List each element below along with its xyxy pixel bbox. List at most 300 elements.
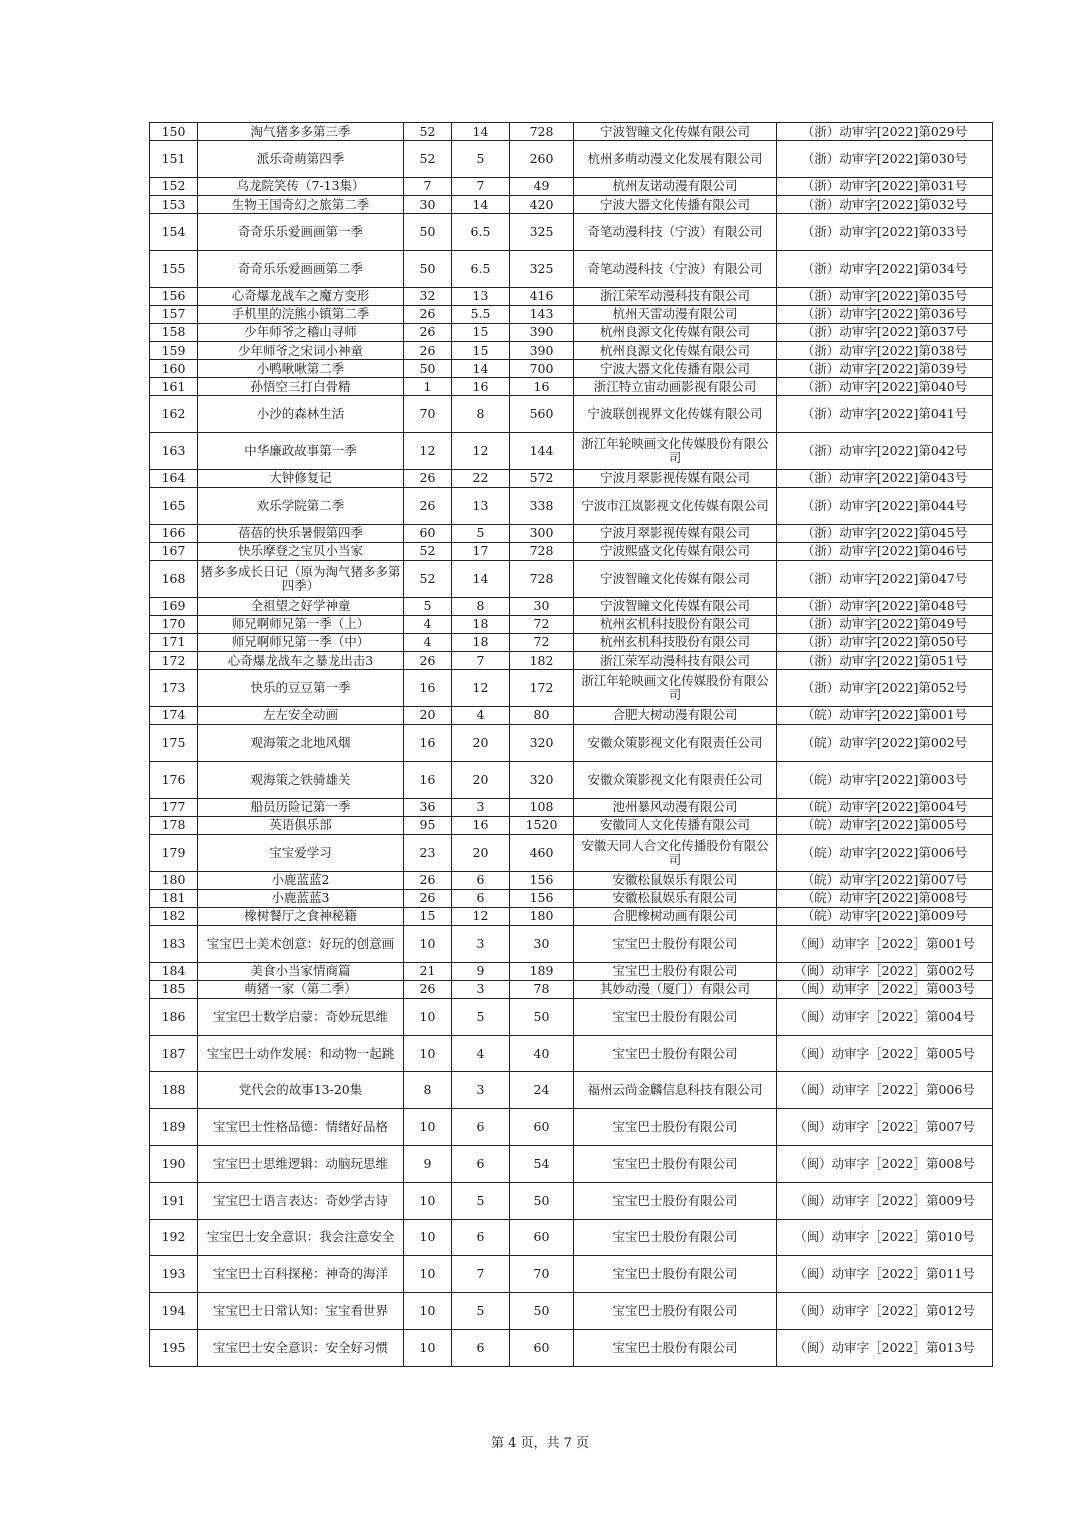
- cell-title: 奇奇乐乐爱画画第二季: [198, 250, 404, 287]
- cell-title: 宝宝巴士日常认知：宝宝看世界: [198, 1293, 404, 1330]
- cell-total-minutes: 728: [510, 560, 574, 597]
- cell-title: 快乐摩登之宝贝小当家: [198, 542, 404, 560]
- cell-minutes-per-episode: 6: [452, 1109, 510, 1146]
- cell-title: 派乐奇萌第四季: [198, 141, 404, 178]
- cell-company: 宝宝巴士股份有限公司: [574, 1329, 777, 1366]
- cell-title: 宝宝巴士思维逻辑：动脑玩思维: [198, 1146, 404, 1183]
- cell-minutes-per-episode: 6: [452, 1146, 510, 1183]
- cell-row-number: 177: [150, 798, 198, 816]
- cell-row-number: 151: [150, 141, 198, 178]
- cell-minutes-per-episode: 12: [452, 670, 510, 707]
- cell-row-number: 171: [150, 633, 198, 651]
- table-row: [150, 1035, 993, 1072]
- cell-total-minutes: 50: [510, 1293, 574, 1330]
- table-row: [150, 651, 993, 669]
- cell-episodes: 10: [404, 1109, 452, 1146]
- cell-title: 少年师爷之稽山寻师: [198, 323, 404, 341]
- cell-company: 宁波智瞳文化传媒有限公司: [574, 560, 777, 597]
- cell-minutes-per-episode: 5: [452, 524, 510, 542]
- cell-row-number: 193: [150, 1256, 198, 1293]
- table-row: [150, 834, 993, 871]
- table-row: [150, 396, 993, 433]
- table-row: [150, 925, 993, 962]
- cell-title: 宝宝爱学习: [198, 834, 404, 871]
- cell-row-number: 153: [150, 195, 198, 213]
- cell-title: 生物王国奇幻之旅第二季: [198, 195, 404, 213]
- cell-minutes-per-episode: 3: [452, 980, 510, 998]
- cell-permit-number: （浙）动审字[2022]第043号: [777, 469, 993, 487]
- cell-minutes-per-episode: 12: [452, 433, 510, 470]
- cell-permit-number: （浙）动审字[2022]第032号: [777, 195, 993, 213]
- cell-episodes: 60: [404, 524, 452, 542]
- cell-title: 小鸭啾啾第二季: [198, 360, 404, 378]
- cell-company: 其妙动漫（厦门）有限公司: [574, 980, 777, 998]
- cell-permit-number: （浙）动审字[2022]第038号: [777, 341, 993, 359]
- cell-permit-number: （浙）动审字[2022]第036号: [777, 305, 993, 323]
- cell-episodes: 4: [404, 615, 452, 633]
- cell-company: 宝宝巴士股份有限公司: [574, 925, 777, 962]
- cell-minutes-per-episode: 4: [452, 706, 510, 724]
- cell-title: 宝宝巴士性格品德：情绪好品格: [198, 1109, 404, 1146]
- cell-title: 宝宝巴士安全意识：安全好习惯: [198, 1329, 404, 1366]
- cell-episodes: 26: [404, 323, 452, 341]
- cell-permit-number: （浙）动审字[2022]第029号: [777, 123, 993, 141]
- cell-title: 淘气猪多多第三季: [198, 123, 404, 141]
- table-row: [150, 1072, 993, 1109]
- cell-total-minutes: 156: [510, 871, 574, 889]
- cell-company: 宝宝巴士股份有限公司: [574, 1109, 777, 1146]
- cell-company: 宝宝巴士股份有限公司: [574, 1146, 777, 1183]
- cell-permit-number: （浙）动审字[2022]第033号: [777, 214, 993, 251]
- cell-total-minutes: 1520: [510, 816, 574, 834]
- cell-total-minutes: 144: [510, 433, 574, 470]
- cell-title: 手机里的浣熊小镇第二季: [198, 305, 404, 323]
- cell-company: 安徽天同人合文化传播股份有限公司: [574, 834, 777, 871]
- cell-minutes-per-episode: 5: [452, 998, 510, 1035]
- table-row: [150, 214, 993, 251]
- cell-title: 奇奇乐乐爱画画第一季: [198, 214, 404, 251]
- cell-company: 奇笔动漫科技（宁波）有限公司: [574, 250, 777, 287]
- cell-permit-number: （浙）动审字[2022]第031号: [777, 177, 993, 195]
- cell-title: 中华廉政故事第一季: [198, 433, 404, 470]
- cell-total-minutes: 143: [510, 305, 574, 323]
- cell-title: 蓓蓓的快乐暑假第四季: [198, 524, 404, 542]
- cell-title: 船员历险记第一季: [198, 798, 404, 816]
- cell-company: 安徽松鼠娱乐有限公司: [574, 871, 777, 889]
- cell-episodes: 15: [404, 907, 452, 925]
- cell-row-number: 169: [150, 597, 198, 615]
- cell-total-minutes: 24: [510, 1072, 574, 1109]
- cell-row-number: 163: [150, 433, 198, 470]
- cell-total-minutes: 390: [510, 323, 574, 341]
- table-row: [150, 761, 993, 798]
- cell-company: 安徽众策影视文化有限责任公司: [574, 761, 777, 798]
- table-row: [150, 615, 993, 633]
- cell-episodes: 52: [404, 123, 452, 141]
- table-row: [150, 323, 993, 341]
- cell-company: 合肥橡树动画有限公司: [574, 907, 777, 925]
- cell-row-number: 194: [150, 1293, 198, 1330]
- cell-row-number: 186: [150, 998, 198, 1035]
- cell-total-minutes: 320: [510, 761, 574, 798]
- cell-minutes-per-episode: 5: [452, 1293, 510, 1330]
- cell-permit-number: （闽）动审字［2022］第001号: [777, 925, 993, 962]
- cell-total-minutes: 50: [510, 1182, 574, 1219]
- cell-company: 浙江荣军动漫科技有限公司: [574, 651, 777, 669]
- cell-title: 全祖望之好学神童: [198, 597, 404, 615]
- cell-company: 浙江特立宙动画影视有限公司: [574, 378, 777, 396]
- cell-company: 福州云尚金麟信息科技有限公司: [574, 1072, 777, 1109]
- cell-episodes: 7: [404, 177, 452, 195]
- cell-episodes: 36: [404, 798, 452, 816]
- cell-permit-number: （闽）动审字［2022］第007号: [777, 1109, 993, 1146]
- cell-title: 师兄啊师兄第一季（中）: [198, 633, 404, 651]
- cell-row-number: 150: [150, 123, 198, 141]
- cell-episodes: 10: [404, 1293, 452, 1330]
- cell-permit-number: （浙）动审字[2022]第044号: [777, 487, 993, 524]
- cell-title: 猪多多成长日记（原为淘气猪多多第四季）: [198, 560, 404, 597]
- table-body: [150, 123, 993, 1367]
- cell-minutes-per-episode: 9: [452, 962, 510, 980]
- cell-minutes-per-episode: 8: [452, 597, 510, 615]
- cell-title: 宝宝巴士安全意识：我会注意安全: [198, 1219, 404, 1256]
- cell-title: 宝宝巴士百科探秘：神奇的海洋: [198, 1256, 404, 1293]
- cell-row-number: 168: [150, 560, 198, 597]
- cell-minutes-per-episode: 14: [452, 360, 510, 378]
- table-row: [150, 341, 993, 359]
- cell-row-number: 195: [150, 1329, 198, 1366]
- cell-permit-number: （皖）动审字[2022]第009号: [777, 907, 993, 925]
- cell-row-number: 162: [150, 396, 198, 433]
- table-row: [150, 998, 993, 1035]
- cell-total-minutes: 728: [510, 123, 574, 141]
- cell-minutes-per-episode: 5: [452, 141, 510, 178]
- cell-company: 宁波大器文化传播有限公司: [574, 360, 777, 378]
- cell-episodes: 26: [404, 651, 452, 669]
- cell-episodes: 10: [404, 1182, 452, 1219]
- cell-company: 宝宝巴士股份有限公司: [574, 1182, 777, 1219]
- cell-total-minutes: 49: [510, 177, 574, 195]
- cell-episodes: 26: [404, 305, 452, 323]
- cell-row-number: 166: [150, 524, 198, 542]
- cell-row-number: 167: [150, 542, 198, 560]
- cell-title: 小鹿蓝蓝3: [198, 889, 404, 907]
- cell-title: 观海策之铁骑雄关: [198, 761, 404, 798]
- cell-row-number: 181: [150, 889, 198, 907]
- cell-minutes-per-episode: 6: [452, 1219, 510, 1256]
- table-row: [150, 542, 993, 560]
- cell-permit-number: （皖）动审字[2022]第006号: [777, 834, 993, 871]
- cell-episodes: 20: [404, 706, 452, 724]
- cell-row-number: 180: [150, 871, 198, 889]
- cell-company: 宝宝巴士股份有限公司: [574, 962, 777, 980]
- cell-total-minutes: 338: [510, 487, 574, 524]
- cell-company: 浙江荣军动漫科技有限公司: [574, 287, 777, 305]
- cell-permit-number: （闽）动审字［2022］第006号: [777, 1072, 993, 1109]
- table-row: [150, 123, 993, 141]
- cell-minutes-per-episode: 5: [452, 1182, 510, 1219]
- cell-total-minutes: 420: [510, 195, 574, 213]
- cell-total-minutes: 80: [510, 706, 574, 724]
- cell-permit-number: （浙）动审字[2022]第039号: [777, 360, 993, 378]
- cell-row-number: 178: [150, 816, 198, 834]
- cell-title: 英语俱乐部: [198, 816, 404, 834]
- cell-permit-number: （浙）动审字[2022]第051号: [777, 651, 993, 669]
- cell-minutes-per-episode: 7: [452, 651, 510, 669]
- cell-row-number: 174: [150, 706, 198, 724]
- cell-minutes-per-episode: 15: [452, 323, 510, 341]
- table-row: [150, 141, 993, 178]
- cell-minutes-per-episode: 3: [452, 925, 510, 962]
- cell-episodes: 1: [404, 378, 452, 396]
- cell-minutes-per-episode: 17: [452, 542, 510, 560]
- cell-company: 宁波联创视界文化传媒有限公司: [574, 396, 777, 433]
- cell-episodes: 16: [404, 724, 452, 761]
- cell-total-minutes: 416: [510, 287, 574, 305]
- cell-permit-number: （皖）动审字[2022]第008号: [777, 889, 993, 907]
- table-row: [150, 469, 993, 487]
- cell-permit-number: （浙）动审字[2022]第046号: [777, 542, 993, 560]
- cell-episodes: 26: [404, 871, 452, 889]
- table-row: [150, 360, 993, 378]
- cell-company: 池州暴风动漫有限公司: [574, 798, 777, 816]
- cell-minutes-per-episode: 6: [452, 1329, 510, 1366]
- table-row: [150, 816, 993, 834]
- cell-total-minutes: 40: [510, 1035, 574, 1072]
- cell-minutes-per-episode: 15: [452, 341, 510, 359]
- cell-company: 宁波智瞳文化传媒有限公司: [574, 597, 777, 615]
- cell-episodes: 23: [404, 834, 452, 871]
- cell-row-number: 187: [150, 1035, 198, 1072]
- cell-minutes-per-episode: 6: [452, 871, 510, 889]
- cell-total-minutes: 728: [510, 542, 574, 560]
- cell-row-number: 173: [150, 670, 198, 707]
- cell-row-number: 188: [150, 1072, 198, 1109]
- cell-title: 心奇爆龙战车之魔方变形: [198, 287, 404, 305]
- cell-company: 奇笔动漫科技（宁波）有限公司: [574, 214, 777, 251]
- cell-title: 宝宝巴士语言表达：奇妙学古诗: [198, 1182, 404, 1219]
- cell-minutes-per-episode: 5.5: [452, 305, 510, 323]
- cell-permit-number: （浙）动审字[2022]第047号: [777, 560, 993, 597]
- cell-episodes: 10: [404, 1256, 452, 1293]
- cell-row-number: 184: [150, 962, 198, 980]
- cell-company: 宁波大器文化传播有限公司: [574, 195, 777, 213]
- cell-minutes-per-episode: 13: [452, 487, 510, 524]
- cell-episodes: 12: [404, 433, 452, 470]
- table-row: [150, 378, 993, 396]
- cell-episodes: 32: [404, 287, 452, 305]
- table-row: [150, 724, 993, 761]
- cell-episodes: 50: [404, 250, 452, 287]
- table-row: [150, 1146, 993, 1183]
- table-row: [150, 524, 993, 542]
- cell-title: 宝宝巴士数学启蒙：奇妙玩思维: [198, 998, 404, 1035]
- cell-row-number: 172: [150, 651, 198, 669]
- cell-row-number: 159: [150, 341, 198, 359]
- cell-row-number: 189: [150, 1109, 198, 1146]
- cell-episodes: 4: [404, 633, 452, 651]
- cell-title: 小沙的森林生活: [198, 396, 404, 433]
- cell-row-number: 170: [150, 615, 198, 633]
- cell-permit-number: （闽）动审字［2022］第004号: [777, 998, 993, 1035]
- cell-total-minutes: 700: [510, 360, 574, 378]
- cell-row-number: 183: [150, 925, 198, 962]
- cell-permit-number: （浙）动审字[2022]第050号: [777, 633, 993, 651]
- table-row: [150, 305, 993, 323]
- cell-row-number: 152: [150, 177, 198, 195]
- cell-total-minutes: 72: [510, 633, 574, 651]
- cell-title: 左左安全动画: [198, 706, 404, 724]
- cell-episodes: 50: [404, 360, 452, 378]
- cell-permit-number: （闽）动审字［2022］第009号: [777, 1182, 993, 1219]
- table-row: [150, 177, 993, 195]
- cell-minutes-per-episode: 18: [452, 633, 510, 651]
- table-row: [150, 1329, 993, 1366]
- table-row: [150, 597, 993, 615]
- cell-minutes-per-episode: 6.5: [452, 250, 510, 287]
- cell-total-minutes: 78: [510, 980, 574, 998]
- cell-row-number: 175: [150, 724, 198, 761]
- cell-permit-number: （浙）动审字[2022]第034号: [777, 250, 993, 287]
- cell-company: 合肥大树动漫有限公司: [574, 706, 777, 724]
- cell-row-number: 165: [150, 487, 198, 524]
- cell-episodes: 10: [404, 925, 452, 962]
- cell-minutes-per-episode: 14: [452, 560, 510, 597]
- cell-permit-number: （闽）动审字［2022］第003号: [777, 980, 993, 998]
- cell-episodes: 26: [404, 341, 452, 359]
- cell-permit-number: （浙）动审字[2022]第037号: [777, 323, 993, 341]
- cell-permit-number: （闽）动审字［2022］第013号: [777, 1329, 993, 1366]
- cell-company: 宝宝巴士股份有限公司: [574, 1035, 777, 1072]
- cell-permit-number: （闽）动审字［2022］第008号: [777, 1146, 993, 1183]
- table-row: [150, 633, 993, 651]
- cell-company: 杭州天雷动漫有限公司: [574, 305, 777, 323]
- cell-episodes: 8: [404, 1072, 452, 1109]
- cell-total-minutes: 30: [510, 925, 574, 962]
- table-row: [150, 560, 993, 597]
- cell-company: 宝宝巴士股份有限公司: [574, 998, 777, 1035]
- cell-permit-number: （浙）动审字[2022]第042号: [777, 433, 993, 470]
- table-row: [150, 195, 993, 213]
- cell-total-minutes: 108: [510, 798, 574, 816]
- cell-total-minutes: 172: [510, 670, 574, 707]
- cell-title: 党代会的故事13-20集: [198, 1072, 404, 1109]
- cell-episodes: 52: [404, 542, 452, 560]
- cell-title: 小鹿蓝蓝2: [198, 871, 404, 889]
- cell-total-minutes: 180: [510, 907, 574, 925]
- cell-permit-number: （闽）动审字［2022］第010号: [777, 1219, 993, 1256]
- cell-company: 宁波月翠影视传媒有限公司: [574, 469, 777, 487]
- table-row: [150, 487, 993, 524]
- cell-episodes: 10: [404, 1219, 452, 1256]
- cell-permit-number: （闽）动审字［2022］第005号: [777, 1035, 993, 1072]
- cell-episodes: 10: [404, 998, 452, 1035]
- cell-permit-number: （闽）动审字［2022］第002号: [777, 962, 993, 980]
- cell-episodes: 26: [404, 889, 452, 907]
- cell-total-minutes: 60: [510, 1329, 574, 1366]
- table-row: [150, 1109, 993, 1146]
- cell-company: 宁波月翠影视传媒有限公司: [574, 524, 777, 542]
- table-row: [150, 871, 993, 889]
- cell-company: 安徽同人文化传播有限公司: [574, 816, 777, 834]
- cell-total-minutes: 60: [510, 1219, 574, 1256]
- cell-episodes: 52: [404, 141, 452, 178]
- cell-title: 美食小当家情商篇: [198, 962, 404, 980]
- cell-company: 宝宝巴士股份有限公司: [574, 1256, 777, 1293]
- cell-title: 橡树餐厅之食神秘籍: [198, 907, 404, 925]
- table-row: [150, 1256, 993, 1293]
- cell-total-minutes: 560: [510, 396, 574, 433]
- table-row: [150, 1293, 993, 1330]
- cell-company: 宝宝巴士股份有限公司: [574, 1219, 777, 1256]
- table-row: [150, 287, 993, 305]
- cell-total-minutes: 70: [510, 1256, 574, 1293]
- cell-company: 宁波熙盛文化传媒有限公司: [574, 542, 777, 560]
- cell-total-minutes: 182: [510, 651, 574, 669]
- cell-permit-number: （皖）动审字[2022]第004号: [777, 798, 993, 816]
- cell-company: 杭州良源文化传媒有限公司: [574, 323, 777, 341]
- cell-permit-number: （浙）动审字[2022]第040号: [777, 378, 993, 396]
- cell-permit-number: （皖）动审字[2022]第002号: [777, 724, 993, 761]
- table-row: [150, 670, 993, 707]
- record-table: [149, 122, 993, 1367]
- cell-minutes-per-episode: 18: [452, 615, 510, 633]
- cell-title: 观海策之北地风烟: [198, 724, 404, 761]
- cell-title: 乌龙院笑传（7-13集）: [198, 177, 404, 195]
- cell-total-minutes: 325: [510, 214, 574, 251]
- cell-total-minutes: 320: [510, 724, 574, 761]
- table-row: [150, 798, 993, 816]
- cell-title: 欢乐学院第二季: [198, 487, 404, 524]
- cell-episodes: 5: [404, 597, 452, 615]
- cell-title: 大钟修复记: [198, 469, 404, 487]
- cell-company: 宝宝巴士股份有限公司: [574, 1293, 777, 1330]
- cell-company: 杭州多萌动漫文化发展有限公司: [574, 141, 777, 178]
- cell-minutes-per-episode: 14: [452, 123, 510, 141]
- cell-row-number: 191: [150, 1182, 198, 1219]
- cell-row-number: 155: [150, 250, 198, 287]
- cell-title: 宝宝巴士动作发展：和动物一起跳: [198, 1035, 404, 1072]
- cell-total-minutes: 572: [510, 469, 574, 487]
- cell-row-number: 176: [150, 761, 198, 798]
- cell-title: 萌猪一家（第二季）: [198, 980, 404, 998]
- cell-episodes: 10: [404, 1035, 452, 1072]
- cell-minutes-per-episode: 20: [452, 761, 510, 798]
- cell-minutes-per-episode: 20: [452, 724, 510, 761]
- cell-row-number: 179: [150, 834, 198, 871]
- cell-total-minutes: 16: [510, 378, 574, 396]
- cell-company: 杭州玄机科技股份有限公司: [574, 615, 777, 633]
- cell-episodes: 95: [404, 816, 452, 834]
- table-row: [150, 980, 993, 998]
- cell-minutes-per-episode: 16: [452, 816, 510, 834]
- table-row: [150, 706, 993, 724]
- cell-minutes-per-episode: 13: [452, 287, 510, 305]
- cell-permit-number: （浙）动审字[2022]第035号: [777, 287, 993, 305]
- cell-row-number: 185: [150, 980, 198, 998]
- cell-company: 安徽松鼠娱乐有限公司: [574, 889, 777, 907]
- cell-row-number: 161: [150, 378, 198, 396]
- cell-total-minutes: 390: [510, 341, 574, 359]
- cell-episodes: 26: [404, 469, 452, 487]
- cell-company: 宁波智瞳文化传媒有限公司: [574, 123, 777, 141]
- cell-minutes-per-episode: 8: [452, 396, 510, 433]
- cell-episodes: 52: [404, 560, 452, 597]
- cell-permit-number: （浙）动审字[2022]第045号: [777, 524, 993, 542]
- cell-total-minutes: 60: [510, 1109, 574, 1146]
- cell-total-minutes: 72: [510, 615, 574, 633]
- cell-row-number: 190: [150, 1146, 198, 1183]
